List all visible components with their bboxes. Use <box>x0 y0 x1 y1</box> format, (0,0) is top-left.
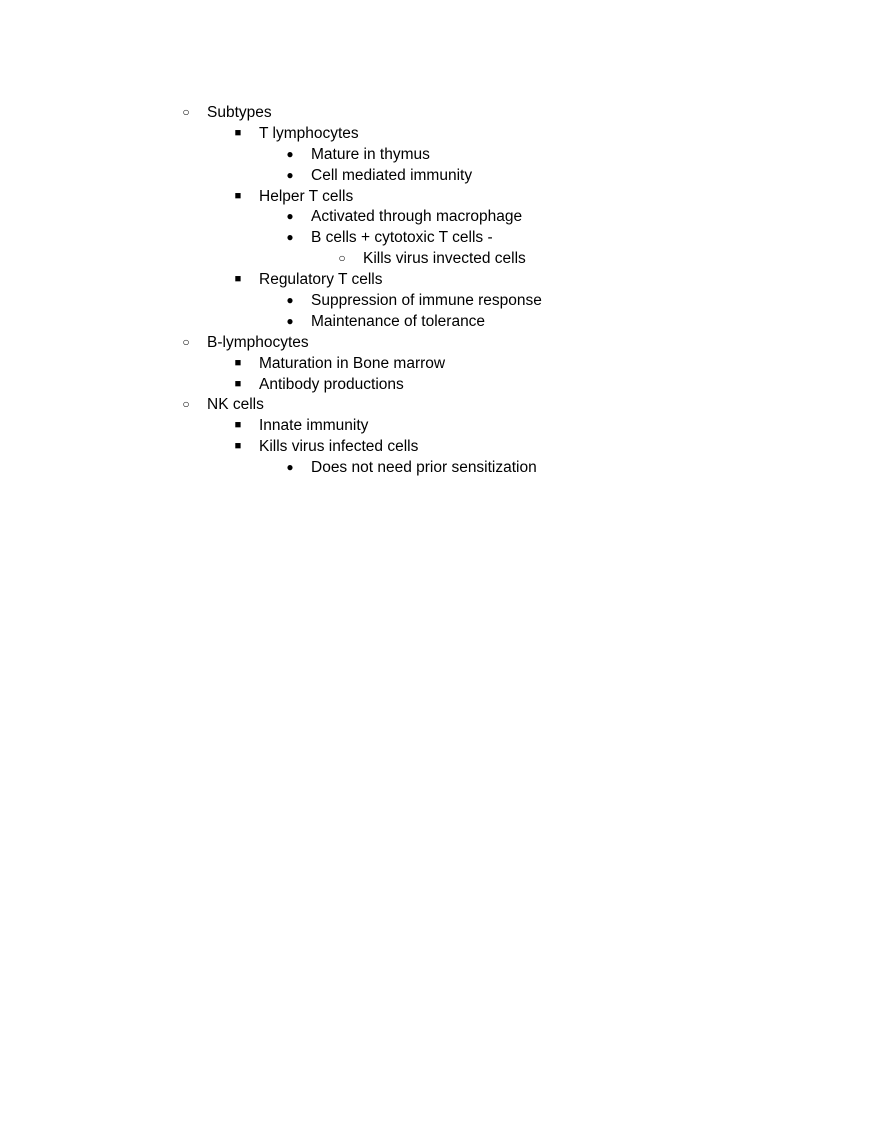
list-item-text: Suppression of immune response <box>311 292 542 310</box>
list-item <box>0 123 880 144</box>
bulleted-outline <box>0 102 880 478</box>
disc-bullet-icon: ● <box>286 313 294 328</box>
square-bullet-icon: ■ <box>234 377 242 390</box>
list-item-text: Regulatory T cells <box>259 271 383 289</box>
list-item <box>0 394 880 415</box>
list-item-text: Does not need prior sensitization <box>311 459 537 477</box>
list-item <box>0 186 880 207</box>
circle-bullet-icon: ○ <box>338 251 346 266</box>
list-item-text: Activated through macrophage <box>311 208 523 226</box>
list-item-text: Helper T cells <box>259 187 354 205</box>
list-item <box>0 144 880 165</box>
list-item-text: Subtypes <box>207 104 272 121</box>
list-item-text: Kills virus infected cells <box>259 438 419 456</box>
list-item-text: Maturation in Bone marrow <box>259 354 446 372</box>
list-item <box>0 165 880 186</box>
list-item <box>0 311 880 332</box>
circle-bullet-icon: ○ <box>182 397 190 412</box>
list-item <box>0 436 880 457</box>
disc-bullet-icon: ● <box>286 209 294 224</box>
list-item <box>0 102 880 123</box>
list-item <box>0 332 880 353</box>
disc-bullet-icon: ● <box>286 230 294 245</box>
square-bullet-icon: ■ <box>234 356 242 369</box>
square-bullet-icon: ■ <box>234 440 242 453</box>
list-item <box>0 269 880 290</box>
list-item-text: Antibody productions <box>259 375 404 393</box>
list-item-text: B-lymphocytes <box>207 333 309 351</box>
list-item-text: Maintenance of tolerance <box>311 312 486 330</box>
disc-bullet-icon: ● <box>286 167 294 182</box>
list-item <box>0 206 880 227</box>
disc-bullet-icon: ● <box>286 293 294 308</box>
circle-bullet-icon: ○ <box>182 105 190 119</box>
list-item-text: Mature in thymus <box>311 145 430 163</box>
disc-bullet-icon: ● <box>286 460 294 475</box>
square-bullet-icon: ■ <box>234 189 242 202</box>
list-item <box>0 415 880 436</box>
list-item <box>0 457 880 478</box>
disc-bullet-icon: ● <box>286 146 294 161</box>
square-bullet-icon: ■ <box>234 273 242 286</box>
list-item-text: B cells + cytotoxic T cells - <box>311 229 493 247</box>
list-item-text: T lymphocytes <box>259 124 359 142</box>
list-item <box>0 248 880 269</box>
list-item <box>0 353 880 374</box>
list-item-text: Innate immunity <box>259 417 369 435</box>
list-item <box>0 227 880 248</box>
circle-bullet-icon: ○ <box>182 334 190 349</box>
list-item-text: NK cells <box>207 396 264 414</box>
list-item-text: Kills virus invected cells <box>363 250 526 268</box>
list-item <box>0 290 880 311</box>
list-item-text: Cell mediated immunity <box>311 166 473 184</box>
list-item <box>0 374 880 395</box>
square-bullet-icon: ■ <box>234 419 242 432</box>
square-bullet-icon: ■ <box>234 126 242 139</box>
